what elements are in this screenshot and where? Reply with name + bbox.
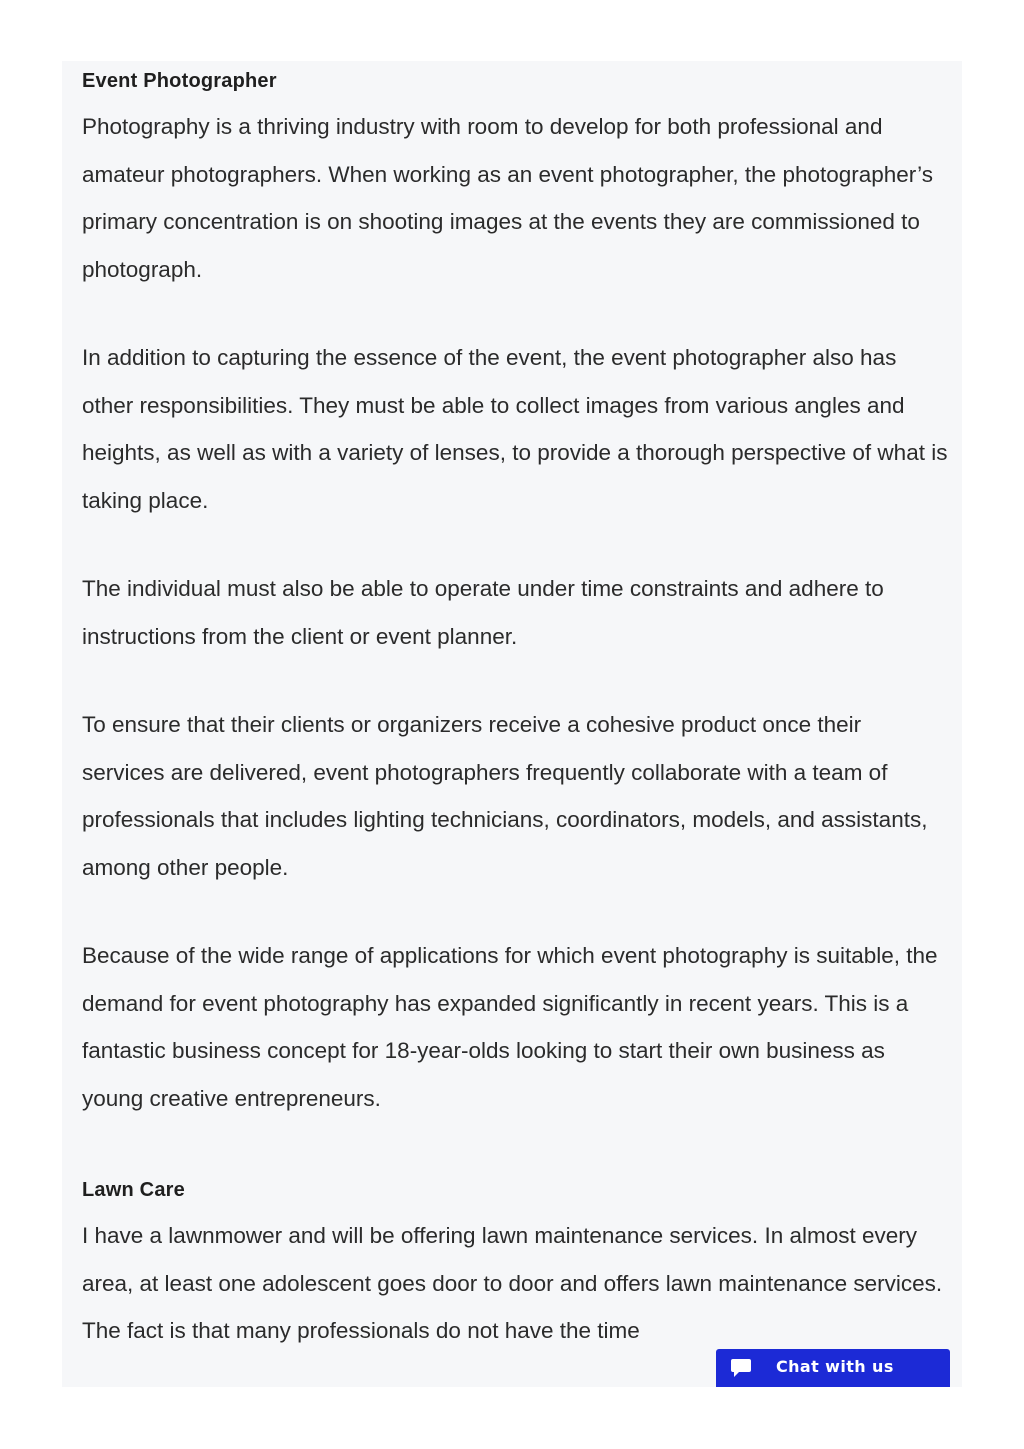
article-content — [82, 69, 948, 1387]
paragraph: Because of the wide range of applications for which event photography is suitable, the demand for event photography has expanded significantly in recent years. This is a fantastic business concept for 18-year-olds looking to start their own business as young creative entrepreneurs. — [82, 943, 938, 1111]
paragraph: To ensure that their clients or organizers receive a cohesive product once their services are delivered, event photographers frequently collaborate with a team of professionals that includes lighting technicians, coordinators, models, and assistants, among other people. — [82, 712, 928, 880]
chat-bubble-icon — [730, 1357, 752, 1379]
chat-with-us-button[interactable] — [716, 1349, 950, 1387]
section-title-lawn-care: Lawn Care — [82, 1179, 185, 1201]
paragraph: Photography is a thriving industry with room to develop for both professional and amateur photographers. When working as an event photographer, the photographer’s primary concentration is on shooting images at the events they are commissioned to photograph. — [82, 114, 933, 282]
paragraph: In addition to capturing the essence of the event, the event photographer also has other responsibilities. They must be able to collect images from various angles and heights, as well as with a variety of lenses, to provide a thorough perspective of what is taking place. — [82, 345, 948, 513]
chat-button-label: Chat with us — [776, 1357, 894, 1376]
paragraph: The individual must also be able to operate under time constraints and adhere to instructions from the client or event planner. — [82, 576, 884, 649]
article-panel — [62, 61, 962, 1387]
paragraph: I have a lawnmower and will be offering lawn maintenance services. In almost every area, at least one adolescent goes door to door and offers lawn maintenance services. The fact is that many professionals do not have the time — [82, 1223, 943, 1343]
section-title-event-photographer: Event Photographer — [82, 70, 277, 92]
